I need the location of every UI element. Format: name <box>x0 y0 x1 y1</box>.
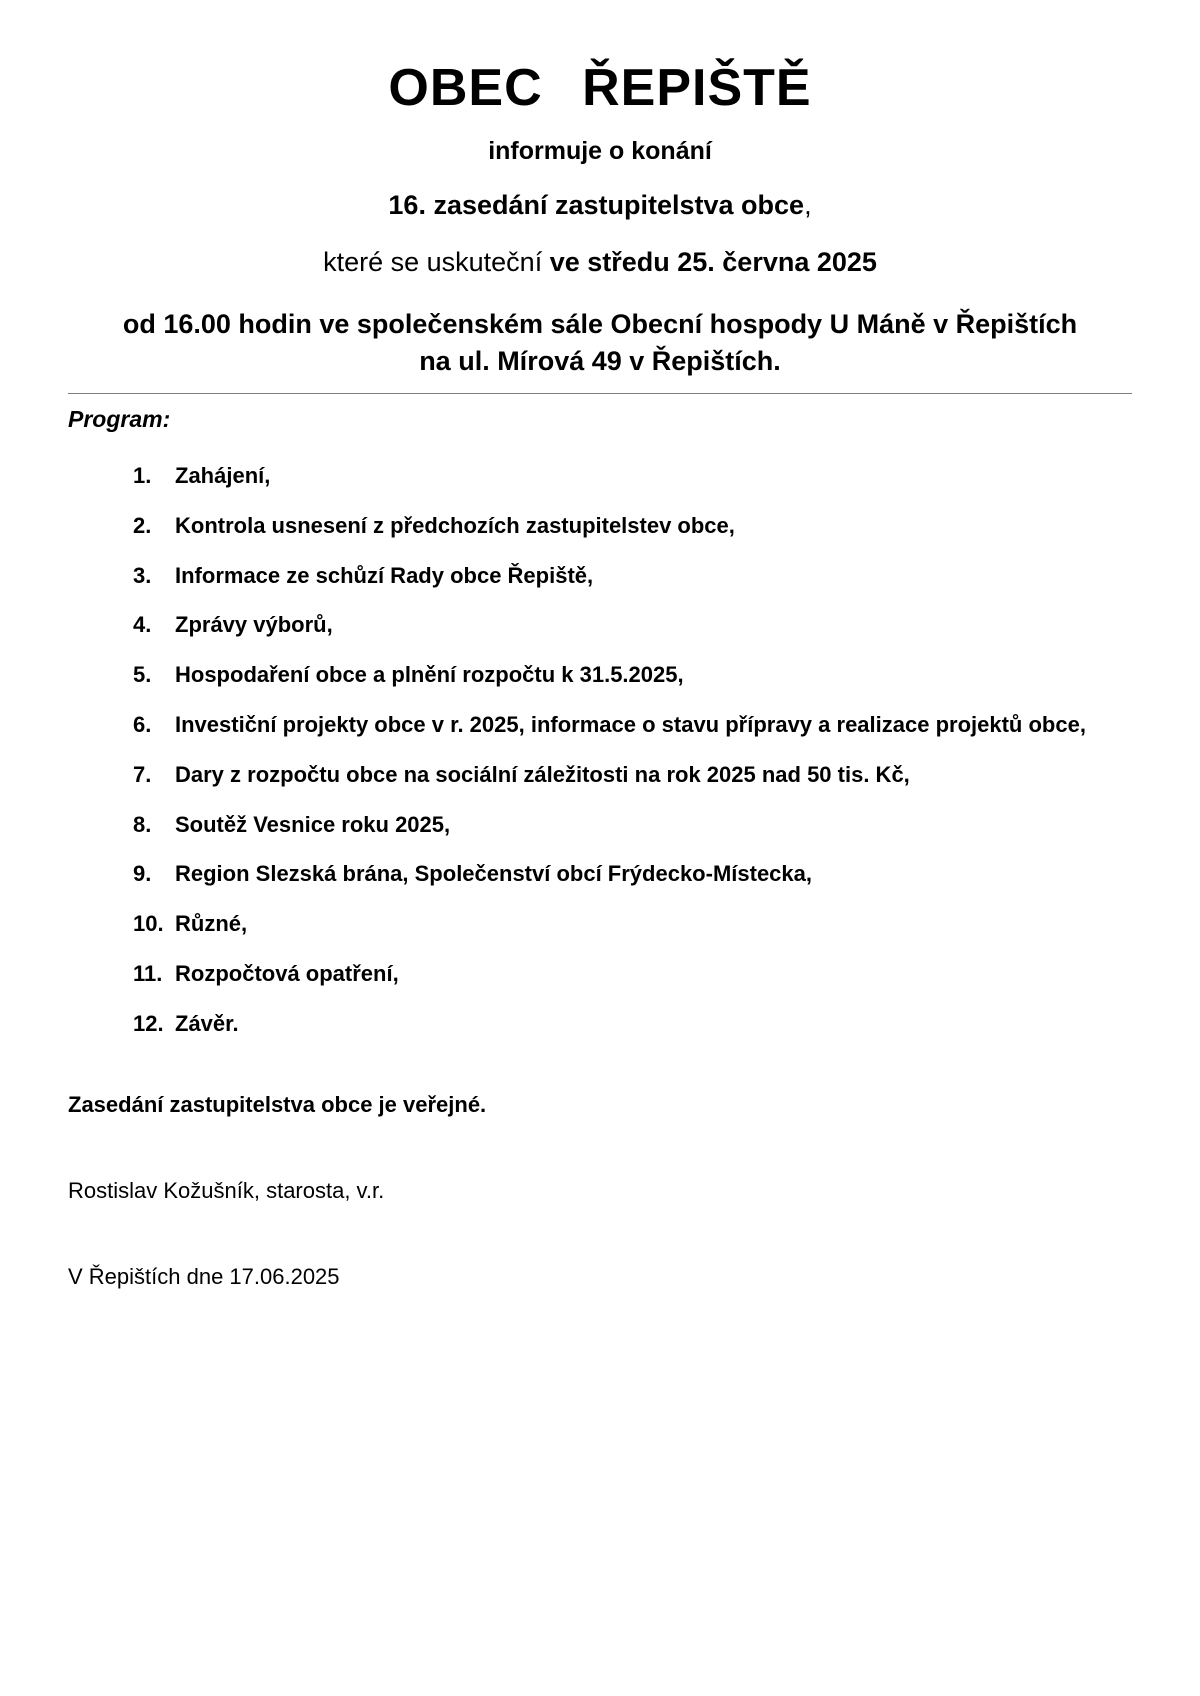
program-item-number: 8. <box>133 811 152 837</box>
program-item-text: Zprávy výborů, <box>175 612 333 638</box>
venue-line-2: na ul. Mírová 49 v Řepištích. <box>419 345 781 376</box>
session-line <box>68 190 1132 221</box>
program-item-text: Hospodaření obce a plnění rozpočtu k 31.5.2025, <box>175 662 684 688</box>
program-item <box>133 909 1132 940</box>
program-item-number: 7. <box>133 761 152 787</box>
date-line-bold: ve středu 25. června 2025 <box>549 247 877 278</box>
venue-lines <box>68 306 1132 379</box>
program-item-number: 9. <box>133 861 152 887</box>
program-item-text: Informace ze schůzí Rady obce Řepiště, <box>175 562 594 588</box>
session-line-tail: , <box>804 190 812 221</box>
program-item <box>133 760 1132 791</box>
program-item <box>133 710 1132 741</box>
program-item <box>133 660 1132 691</box>
date-line-regular: které se uskuteční <box>323 247 550 278</box>
program-item-text: Region Slezská brána, Společenství obcí Frýdecko-Místecka, <box>175 861 813 887</box>
program-item <box>133 610 1132 641</box>
program-item-text: Závěr. <box>175 1010 239 1036</box>
program-heading: Program: <box>68 406 171 433</box>
program-item-number: 12. <box>133 1010 164 1036</box>
program-item-text: Zahájení, <box>175 463 271 489</box>
page-title: OBEC ŘEPIŠTĚ <box>388 59 812 117</box>
public-session-note: Zasedání zastupitelstva obce je veřejné. <box>68 1091 487 1117</box>
subtitle: informuje o konání <box>488 137 712 166</box>
program-item <box>133 1009 1132 1040</box>
signature-line: Rostislav Kožušník, starosta, v.r. <box>68 1177 385 1203</box>
program-item <box>133 511 1132 542</box>
program-item <box>133 810 1132 841</box>
program-item-text: Dary z rozpočtu obce na sociální záležitosti na rok 2025 nad 50 tis. Kč, <box>175 761 910 787</box>
program-list <box>133 461 1132 1040</box>
program-item-number: 3. <box>133 562 152 588</box>
program-item-number: 6. <box>133 712 152 738</box>
program-item-number: 2. <box>133 512 152 538</box>
date-line <box>68 247 1132 278</box>
session-line-bold: 16. zasedání zastupitelstva obce <box>388 190 805 221</box>
program-item <box>133 561 1132 592</box>
program-item-number: 5. <box>133 662 152 688</box>
program-item-number: 4. <box>133 612 152 638</box>
venue-line-1: od 16.00 hodin ve společenském sále Obecní hospody U Máně v Řepištích <box>122 309 1078 340</box>
program-item-number: 11. <box>133 961 163 987</box>
program-item <box>133 461 1132 492</box>
program-item-text: Soutěž Vesnice roku 2025, <box>175 811 451 837</box>
program-item-text: Různé, <box>175 911 248 937</box>
program-item <box>133 959 1132 990</box>
horizontal-divider <box>68 393 1132 394</box>
date-place-line: V Řepištích dne 17.06.2025 <box>68 1263 340 1289</box>
program-item-text: Investiční projekty obce v r. 2025, informace o stavu přípravy a realizace projektů obce, <box>175 712 1086 738</box>
program-item-text: Rozpočtová opatření, <box>175 961 399 987</box>
program-item-text: Kontrola usnesení z předchozích zastupitelstev obce, <box>175 512 735 538</box>
program-item <box>133 859 1132 890</box>
program-item-number: 10. <box>133 911 164 937</box>
program-item-number: 1. <box>133 463 152 489</box>
